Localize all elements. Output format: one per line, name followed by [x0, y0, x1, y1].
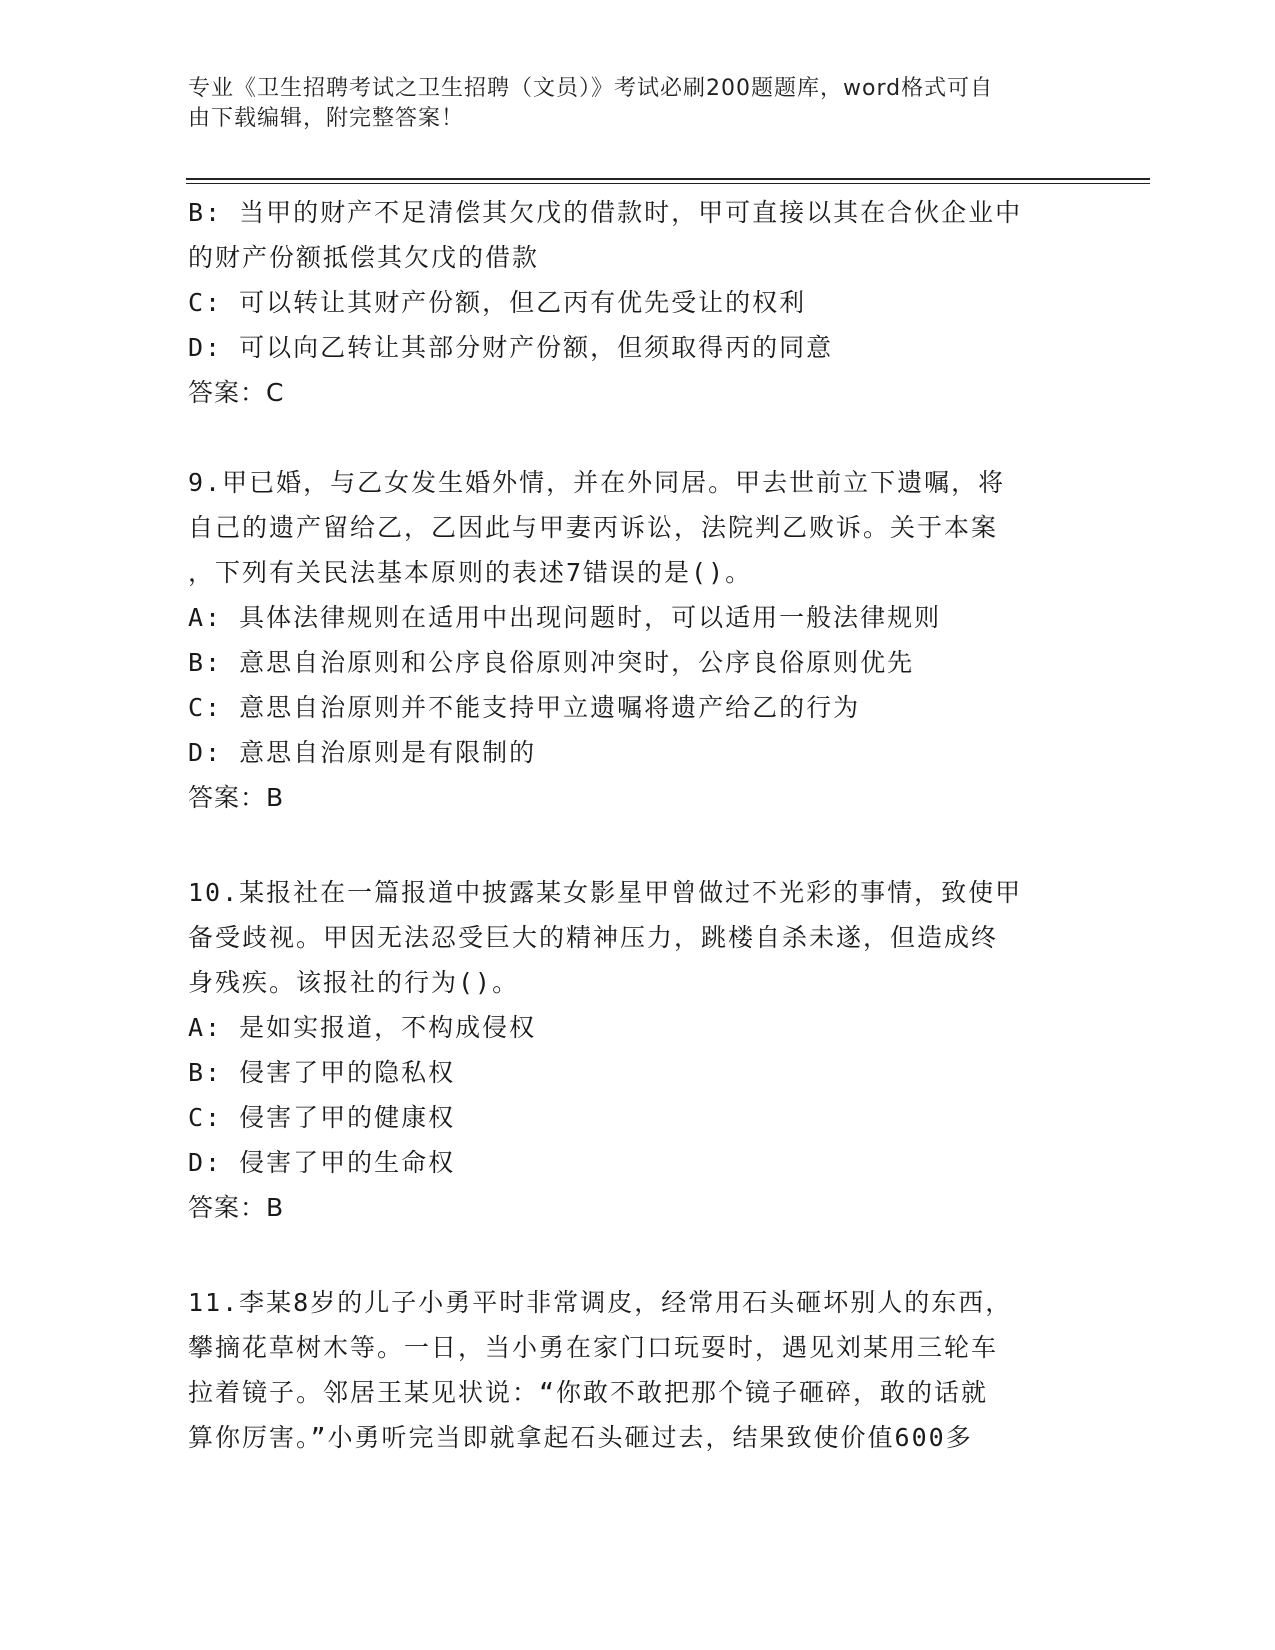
q9-option-c: C: 意思自治原则并不能支持甲立遗嘱将遗产给乙的行为	[188, 693, 861, 722]
q9-option-d: D: 意思自治原则是有限制的	[188, 738, 537, 767]
spacer	[188, 1230, 1088, 1280]
q8-option-b-line-1: B: 当甲的财产不足清偿其欠戊的借款时，甲可直接以其在合伙企业中	[188, 198, 1023, 227]
q10-option-b: B: 侵害了甲的隐私权	[188, 1058, 456, 1087]
q9-option-a: A: 具体法律规则在适用中出现问题时，可以适用一般法律规则	[188, 603, 942, 632]
question-9	[188, 460, 1088, 820]
q10-option-d: D: 侵害了甲的生命权	[188, 1148, 456, 1177]
q9-answer: 答案：B	[188, 783, 285, 812]
spacer	[188, 415, 1088, 460]
q8-option-c: C: 可以转让其财产份额，但乙丙有优先受让的权利	[188, 288, 807, 317]
q10-stem-line-3: 身残疾。该报社的行为()。	[188, 968, 520, 997]
q10-stem-line-1: 10.某报社在一篇报道中披露某女影星甲曾做过不光彩的事情，致使甲	[188, 878, 1023, 907]
spacer	[188, 820, 1088, 870]
header-divider	[186, 178, 1150, 180]
q11-stem-line-4: 算你厉害。”小勇听完当即就拿起石头砸过去，结果致使价值600多	[188, 1423, 973, 1452]
q9-stem-line-2: 自己的遗产留给乙，乙因此与甲妻丙诉讼，法院判乙败诉。关于本案	[188, 513, 999, 542]
q10-option-a: A: 是如实报道，不构成侵权	[188, 1013, 537, 1042]
q10-stem-line-2: 备受歧视。甲因无法忍受巨大的精神压力，跳楼自杀未遂，但造成终	[188, 923, 999, 952]
q9-option-b: B: 意思自治原则和公序良俗原则冲突时，公序良俗原则优先	[188, 648, 915, 677]
q8-answer: 答案：C	[188, 378, 285, 407]
q9-stem-line-3: ，下列有关民法基本原则的表述7错误的是()。	[188, 558, 753, 587]
header-divider-thin	[186, 183, 1150, 184]
q8-option-b-line-2: 的财产份额抵偿其欠戊的借款	[188, 243, 540, 272]
question-11	[188, 1280, 1088, 1460]
q10-answer: 答案：B	[188, 1193, 285, 1222]
document-header	[188, 74, 1068, 134]
q10-option-c: C: 侵害了甲的健康权	[188, 1103, 456, 1132]
q11-stem-line-2: 攀摘花草树木等。一日，当小勇在家门口玩耍时，遇见刘某用三轮车	[188, 1333, 999, 1362]
q9-stem-line-1: 9.甲已婚，与乙女发生婚外情，并在外同居。甲去世前立下遗嘱，将	[188, 468, 1006, 497]
q11-stem-line-3: 拉着镜子。邻居王某见状说：“你敢不敢把那个镜子砸碎，敢的话就	[188, 1378, 989, 1407]
header-line-1: 专业《卫生招聘考试之卫生招聘（文员）》考试必刷200题题库，word格式可自	[188, 76, 994, 101]
question-10	[188, 870, 1088, 1230]
header-line-2: 由下载编辑，附完整答案！	[188, 106, 465, 131]
q11-stem-line-1: 11.李某8岁的儿子小勇平时非常调皮，经常用石头砸坏别人的东西，	[188, 1288, 1013, 1317]
document-body	[188, 190, 1088, 1460]
question-8	[188, 190, 1088, 415]
q8-option-d: D: 可以向乙转让其部分财产份额，但须取得丙的同意	[188, 333, 834, 362]
